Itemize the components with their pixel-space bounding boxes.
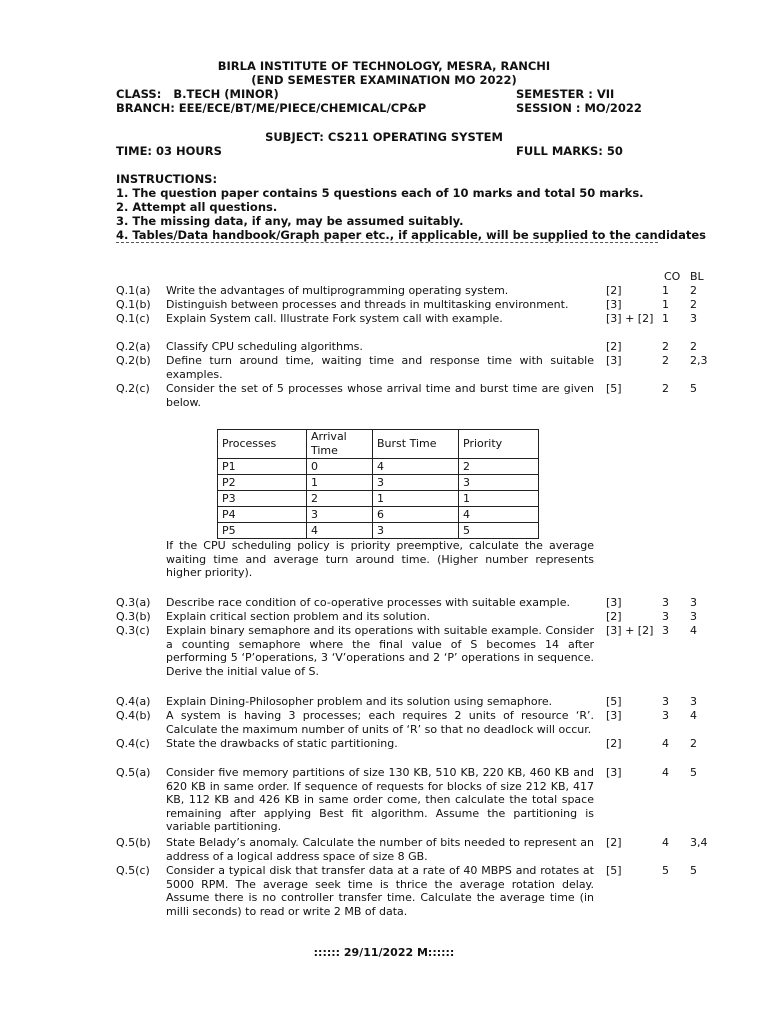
full-marks: FULL MARKS: 50 [516,144,623,158]
question-number: Q.2(a) [116,340,151,353]
question-text: State Belady’s anomaly. Calculate the number of bits needed to represent an address of a logical address space of size 8 GB. [166,836,594,863]
exam-title: (END SEMESTER EXAMINATION MO 2022) [251,73,517,87]
question-co: 1 [662,298,669,311]
question-co: 2 [662,354,669,367]
table-cell: P1 [218,459,307,475]
question-marks: [5] [606,382,622,395]
question-co: 3 [662,709,669,722]
table-row [218,507,539,523]
question-co: 3 [662,610,669,623]
table-header-cell: Priority [459,430,539,459]
question-number: Q.2(c) [116,382,150,395]
question-number: Q.5(c) [116,864,150,877]
table-cell: 6 [373,507,459,523]
question-bl: 5 [690,382,697,395]
question-marks: [3] [606,596,622,609]
table-row [218,459,539,475]
process-table [217,429,539,539]
question-bl: 2 [690,737,697,750]
class-label [116,87,279,101]
question-text: Write the advantages of multiprogramming operating system. [166,284,509,297]
question-bl: 2 [690,298,697,311]
instruction-item: 3. The missing data, if any, may be assumed suitably. [116,214,464,228]
question-number: Q.1(b) [116,298,151,311]
question-bl: 5 [690,766,697,779]
question-text: Describe race condition of co-operative processes with suitable example. [166,596,570,609]
question-marks: [3] [606,709,622,722]
question-co: 2 [662,382,669,395]
question-number: Q.1(c) [116,312,150,325]
question-bl: 3 [690,596,697,609]
question-number: Q.5(b) [116,836,151,849]
class-value: B.TECH (MINOR) [173,87,279,101]
question-co: 4 [662,766,669,779]
table-cell: 4 [373,459,459,475]
question-marks: [5] [606,864,622,877]
branch: BRANCH: EEE/ECE/BT/ME/PIECE/CHEMICAL/CP&P [116,101,427,115]
question-text: Classify CPU scheduling algorithms. [166,340,363,353]
question-bl: 2,3 [690,354,708,367]
table-header-row [218,430,539,459]
question-text: Explain Dining-Philosopher problem and its solution using semaphore. [166,695,553,708]
question-text: Consider five memory partitions of size 130 KB, 510 KB, 220 KB, 460 KB and 620 KB in same order. If sequence of requests for blocks of size 212 KB, 417 KB, 112 KB and 426 KB in same order come, then calculate the total space remaining after applying Best fit algorithm. Assume the partitioning is variable partitioning. [166,766,594,834]
question-marks: [3] [606,354,622,367]
table-cell: 3 [307,507,373,523]
class-label-text: CLASS: [116,87,162,101]
question-marks: [3] + [2] [606,312,654,325]
question-text: Consider the set of 5 processes whose arrival time and burst time are given below. [166,382,594,409]
instruction-item: 4. Tables/Data handbook/Graph paper etc., if applicable, will be supplied to the candidates [116,228,707,242]
table-cell: 4 [459,507,539,523]
divider-line [116,242,658,243]
question-marks: [2] [606,610,622,623]
table-cell: P5 [218,523,307,539]
question-marks: [3] + [2] [606,624,654,637]
question-co: 3 [662,596,669,609]
question-bl: 2 [690,284,697,297]
question-bl: 4 [690,624,697,637]
table-row [218,475,539,491]
question-marks: [2] [606,836,622,849]
subject: SUBJECT: CS211 OPERATING SYSTEM [265,130,503,144]
question-marks: [2] [606,737,622,750]
semester: SEMESTER : VII [516,87,615,101]
question-co: 2 [662,340,669,353]
question-text: Consider a typical disk that transfer data at a rate of 40 MBPS and rotates at 5000 RPM. The average seek time is thrice the average rotation delay. Assume there is no controller transfer time. Calculate the average time (in milli seconds) to read or write 2 MB of data. [166,864,594,918]
q2c-note: If the CPU scheduling policy is priority preemptive, calculate the average waiting time and average turn around time. (Higher number represents higher priority). [166,539,594,580]
institute-name: BIRLA INSTITUTE OF TECHNOLOGY, MESRA, RANCHI [217,59,551,73]
table-cell: P3 [218,491,307,507]
table-cell: 1 [373,491,459,507]
table-row [218,491,539,507]
question-text: Explain critical section problem and its solution. [166,610,431,623]
question-text: Distinguish between processes and threads in multitasking environment. [166,298,569,311]
question-marks: [2] [606,284,622,297]
question-co: 4 [662,737,669,750]
question-text: Explain System call. Illustrate Fork system call with example. [166,312,503,325]
table-cell: 4 [307,523,373,539]
question-bl: 3 [690,695,697,708]
question-number: Q.5(a) [116,766,151,779]
table-cell: P2 [218,475,307,491]
table-cell: 2 [459,459,539,475]
table-cell: 2 [307,491,373,507]
table-cell: 5 [459,523,539,539]
question-co: 3 [662,695,669,708]
table-cell: 1 [307,475,373,491]
table-cell: 3 [373,523,459,539]
question-text: Define turn around time, waiting time and response time with suitable examples. [166,354,594,381]
table-cell: P4 [218,507,307,523]
footer-date: :::::: 29/11/2022 M:::::: [313,946,455,959]
question-bl: 3 [690,610,697,623]
question-text: A system is having 3 processes; each requires 2 units of resource ‘R’. Calculate the maximum number of units of ‘R’ so that no deadlock will occur. [166,709,594,736]
instruction-item: 1. The question paper contains 5 questions each of 10 marks and total 50 marks. [116,186,644,200]
question-marks: [2] [606,340,622,353]
table-header-cell: Arrival Time [307,430,373,459]
question-bl: 5 [690,864,697,877]
question-number: Q.3(c) [116,624,150,637]
question-number: Q.3(a) [116,596,151,609]
bl-header: BL [690,270,704,283]
table-cell: 0 [307,459,373,475]
question-number: Q.2(b) [116,354,151,367]
time: TIME: 03 HOURS [116,144,222,158]
table-header-cell: Burst Time [373,430,459,459]
question-number: Q.4(a) [116,695,151,708]
question-number: Q.3(b) [116,610,151,623]
question-number: Q.4(b) [116,709,151,722]
question-co: 1 [662,312,669,325]
question-bl: 3,4 [690,836,708,849]
question-number: Q.1(a) [116,284,151,297]
question-co: 5 [662,864,669,877]
table-row [218,523,539,539]
question-co: 3 [662,624,669,637]
instruction-item: 2. Attempt all questions. [116,200,278,214]
session: SESSION : MO/2022 [516,101,642,115]
question-co: 4 [662,836,669,849]
question-marks: [3] [606,766,622,779]
question-co: 1 [662,284,669,297]
table-cell: 1 [459,491,539,507]
table-cell: 3 [373,475,459,491]
question-bl: 3 [690,312,697,325]
question-bl: 2 [690,340,697,353]
table-cell: 3 [459,475,539,491]
question-text: Explain binary semaphore and its operations with suitable example. Consider a counting semaphore where the final value of S becomes 14 after performing 5 ‘P’operations, 3 ‘V’operations and 2 ‘P’ operations in sequence. Derive the initial value of S. [166,624,594,678]
table-header-cell: Processes [218,430,307,459]
question-bl: 4 [690,709,697,722]
question-number: Q.4(c) [116,737,150,750]
instructions-title: INSTRUCTIONS: [116,172,218,186]
question-marks: [3] [606,298,622,311]
question-text: State the drawbacks of static partitioning. [166,737,398,750]
question-marks: [5] [606,695,622,708]
co-header: CO [664,270,681,283]
